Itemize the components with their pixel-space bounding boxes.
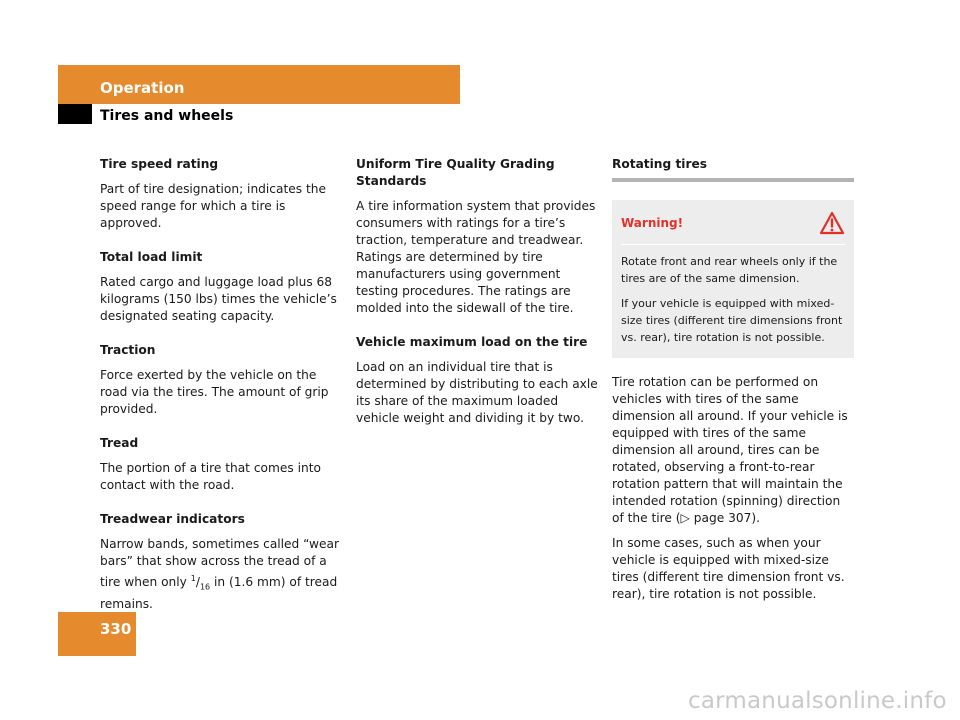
paragraph-text: Tire rotation can be performed on vehicles with tires of the same dimension all around. If your vehicle is equipped with tires of the same dimension all around, tires can be rotated, observing a front-to-rear rotation pattern that will maintain the intended rotation (spinning) direction of the tire (	[612, 375, 848, 525]
term-heading: Vehicle maximum load on the tire	[356, 335, 588, 349]
fraction-numerator: 1	[190, 574, 196, 583]
warning-title: Warning!	[621, 215, 684, 230]
page-number: 330	[100, 620, 132, 638]
term-definition: A tire information system that provides consumers with ratings for a tire’s traction, temperature and treadwear. Ratings are determined by tire manufacturers using government testing procedures. The ratings are molded into the sidewall of the tire.	[356, 199, 596, 315]
body-paragraph: In some cases, such as when your vehicle is equipped with mixed-size tires (different tire dimension front vs. rear), tire rotation is not possible.	[612, 536, 845, 601]
term-heading: Traction	[100, 343, 156, 357]
term-definition: Rated cargo and luggage load plus 68 kilograms (150 lbs) times the vehicle’s designated seating capacity.	[100, 275, 337, 323]
rotating-tires-heading: Rotating tires	[612, 156, 854, 182]
page-reference[interactable]: page 307	[689, 511, 752, 525]
section-subtitle: Tires and wheels	[100, 108, 234, 124]
paragraph-text: ).	[751, 511, 760, 525]
section-title: Operation	[100, 79, 185, 97]
column-1	[100, 156, 346, 630]
term-heading: Total load limit	[100, 250, 203, 264]
definition-text: Narrow bands, sometimes called “wear bars” that show across the tread of a tire when only	[100, 537, 339, 590]
term-heading: Tread	[100, 436, 139, 450]
body-paragraph	[612, 374, 854, 527]
page-reference-arrow-icon: ▷	[680, 511, 690, 525]
warning-text: If your vehicle is equipped with mixed-size tires (different tire dimensions front vs. rear), tire rotation is not possible.	[621, 297, 843, 344]
term-definition: Load on an individual tire that is determined by distributing to each axle its share of the maximum loaded vehicle weight and dividing it by two.	[356, 360, 598, 425]
header-marker-block	[58, 104, 92, 124]
term-heading: Uniform Tire Quality Grading Standards	[356, 157, 555, 188]
fraction-denominator: 16	[199, 582, 211, 592]
column-3	[612, 156, 854, 603]
column-2	[356, 156, 602, 444]
term-definition: The portion of a tire that comes into contact with the road.	[100, 461, 321, 492]
term-definition: Force exerted by the vehicle on the road via the tires. The amount of grip provided.	[100, 368, 329, 416]
term-heading: Treadwear indicators	[100, 512, 245, 526]
term-definition	[100, 536, 346, 613]
warning-header	[621, 211, 845, 245]
warning-triangle-icon	[819, 211, 845, 235]
term-definition: Part of tire designation; indicates the speed range for which a tire is approved.	[100, 182, 326, 230]
warning-text: Rotate front and rear wheels only if the tires are of the same dimension.	[621, 255, 838, 285]
watermark: carmanualsonline.info	[688, 688, 947, 714]
warning-box	[612, 200, 854, 358]
term-heading: Tire speed rating	[100, 157, 219, 171]
fraction-slash: /	[195, 575, 200, 590]
definition-text: in (1.6 mm) of tread remains.	[100, 575, 338, 611]
